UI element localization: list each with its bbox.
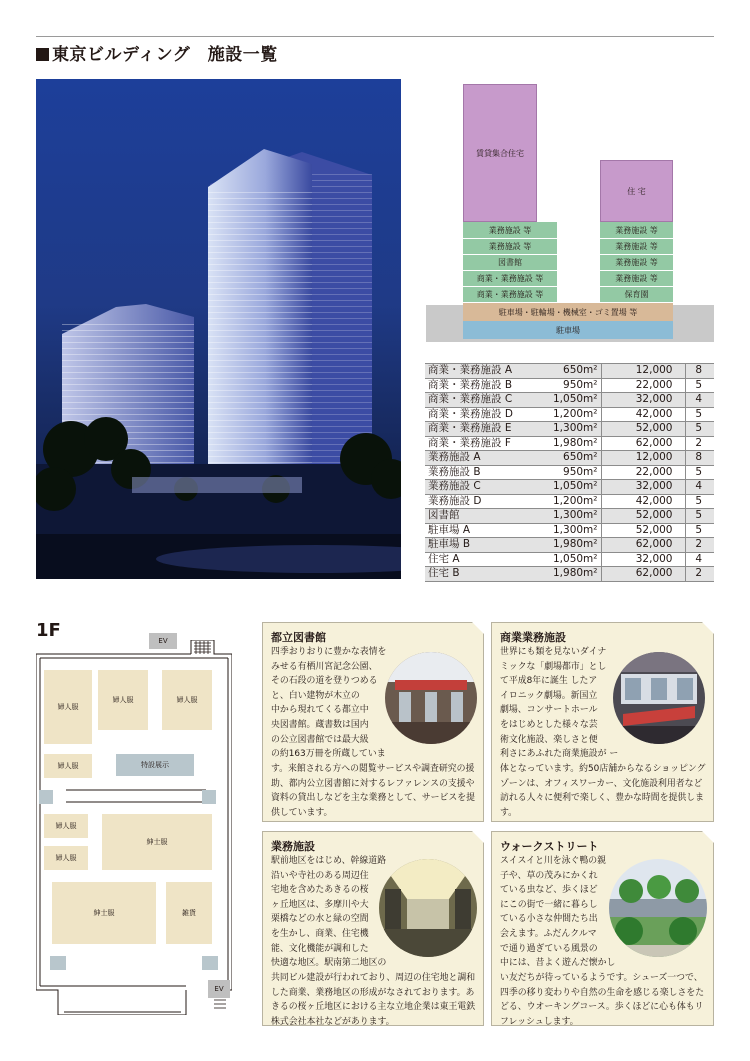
text-line: 快適な地区。駅南第二地区の [271, 958, 387, 969]
area-cell: 650m² [517, 364, 601, 379]
pillar [202, 956, 218, 970]
right-floor-3: 業務施設 等 [600, 255, 673, 271]
room-fujin-6: 婦人服 [44, 846, 88, 870]
room-zakka: 雑貨 [166, 882, 212, 944]
floor-plan [36, 637, 232, 1015]
text-line: どる、ウオーキングコース。歩くほどに心も体もリ [500, 1002, 704, 1013]
area-cell: 1,050m² [517, 480, 601, 495]
basement-1: 駐車場・駐輪場・機械室・ゴミ置場 等 [463, 303, 673, 321]
elevator-bottom: EV [208, 980, 230, 998]
right-floor-2: 業務施設 等 [600, 239, 673, 255]
right-floor-4: 業務施設 等 [600, 271, 673, 287]
area-cell: 1,050m² [517, 393, 601, 408]
count-cell: 4 [685, 393, 714, 408]
text-line: 中には、昔よく遊んだ懐かし [500, 958, 616, 969]
pillar [50, 956, 66, 970]
capacity-cell: 52,000 [601, 422, 685, 437]
count-cell: 8 [685, 364, 714, 379]
left-floor-3: 図書館 [463, 255, 557, 271]
card-library-title: 都立図書館 [271, 631, 326, 644]
capacity-cell: 12,000 [601, 451, 685, 466]
capacity-cell: 42,000 [601, 494, 685, 509]
pillar [202, 790, 216, 804]
card-library [262, 622, 484, 822]
right-tower-residential: 住 宅 [600, 160, 673, 222]
facility-name-cell: 商業・業務施設 A [425, 364, 517, 379]
count-cell: 4 [685, 552, 714, 567]
text-line: 体となっています。約50店舗からなるショッピング [500, 764, 706, 774]
capacity-cell: 32,000 [601, 552, 685, 567]
card-walk-title: ウォークストリート [500, 840, 599, 853]
table-row [425, 538, 714, 553]
text-line: 劇場、コンサートホール [500, 705, 598, 716]
count-cell: 4 [685, 480, 714, 495]
facility-table [425, 363, 714, 582]
facility-name-cell: 住宅 B [425, 567, 517, 582]
room-shinshi-1: 紳士服 [102, 814, 212, 870]
room-fujin-1: 婦人服 [44, 670, 92, 744]
facility-name-cell: 商業・業務施設 C [425, 393, 517, 408]
count-cell: 2 [685, 538, 714, 553]
capacity-cell: 22,000 [601, 378, 685, 393]
building-photo [36, 79, 401, 579]
text-line: 央図書館。蔵書数は国内 [271, 719, 369, 730]
table-row [425, 378, 714, 393]
left-floor-5: 商業・業務施設 等 [463, 287, 557, 303]
facility-name-cell: 駐車場 B [425, 538, 517, 553]
facility-name-cell: 住宅 A [425, 552, 517, 567]
card-library-text-full [271, 762, 477, 820]
facility-name-cell: 業務施設 C [425, 480, 517, 495]
text-line: 助、都内公立図書館に対するレファレンスの支援や [271, 778, 475, 789]
left-tower-residential: 賃貸集合住宅 [463, 84, 537, 222]
capacity-cell: 62,000 [601, 538, 685, 553]
table-row [425, 552, 714, 567]
room-fujin-5: 婦人服 [44, 814, 88, 838]
text-line: ヶ丘地区は、多摩川や大 [271, 899, 369, 910]
capacity-cell: 52,000 [601, 523, 685, 538]
text-line: を生かし、商業、住宅機 [271, 928, 369, 939]
count-cell: 5 [685, 422, 714, 437]
count-cell: 2 [685, 567, 714, 582]
text-line: イロニック劇場。新国立 [500, 690, 598, 701]
section-diagram [426, 84, 714, 342]
text-line: と、白い建物が木立の [271, 690, 360, 701]
text-line: 沿いや寺社のある周辺住 [271, 870, 369, 881]
text-line: 供しています。 [271, 807, 333, 818]
text-line: 宅地を含めたあきるの桜 [271, 885, 369, 896]
left-floor-2: 業務施設 等 [463, 239, 557, 255]
capacity-cell: 12,000 [601, 364, 685, 379]
count-cell: 2 [685, 436, 714, 451]
top-rule [36, 36, 714, 37]
text-line: スイスイと川を泳ぐ鴨の親 [500, 856, 607, 866]
pillar [39, 790, 53, 804]
room-shinshi-2: 紳士服 [52, 882, 156, 944]
card-walk-text-full [500, 971, 707, 1029]
capacity-cell: 32,000 [601, 393, 685, 408]
facility-name-cell: 商業・業務施設 B [425, 378, 517, 393]
text-line: い友だちが待っているようです。シューズ一つで、 [500, 973, 703, 983]
count-cell: 5 [685, 378, 714, 393]
facility-name-cell: 商業・業務施設 F [425, 436, 517, 451]
text-line: した商業、業務地区の形成がなされております。あ [271, 987, 475, 998]
capacity-cell: 32,000 [601, 480, 685, 495]
count-cell: 5 [685, 494, 714, 509]
text-line: きるの桜ヶ丘地区における主な立地企業は東王電鉄 [271, 1002, 476, 1013]
capacity-cell: 62,000 [601, 436, 685, 451]
card-commercial-title: 商業業務施設 [500, 631, 566, 644]
text-line: その石段の道を登りつめる [271, 676, 378, 687]
capacity-cell: 22,000 [601, 465, 685, 480]
facility-name-cell: 駐車場 A [425, 523, 517, 538]
text-line: 能、文化機能が調和した [271, 943, 369, 954]
facility-name-cell: 業務施設 A [425, 451, 517, 466]
capacity-cell: 62,000 [601, 567, 685, 582]
page-title [36, 40, 278, 65]
facility-name-cell: 商業・業務施設 E [425, 422, 517, 437]
text-line: す。来館される方への閲覧サービスや調査研究の援 [271, 764, 475, 774]
right-floor-1: 業務施設 等 [600, 222, 673, 239]
text-line: の約163万冊を所蔵していま [271, 749, 386, 760]
facility-name-cell: 商業・業務施設 D [425, 407, 517, 422]
left-floor-1: 業務施設 等 [463, 222, 557, 239]
text-line: 利さにあふれた商業施設が ー [500, 749, 619, 760]
area-cell: 1,300m² [517, 523, 601, 538]
count-cell: 5 [685, 523, 714, 538]
text-line: 四季おりおりに豊かな表情を [271, 647, 387, 657]
facility-name-cell: 業務施設 B [425, 465, 517, 480]
table-row [425, 494, 714, 509]
capacity-cell: 42,000 [601, 407, 685, 422]
building-illustration [36, 79, 401, 579]
area-cell: 1,980m² [517, 436, 601, 451]
text-line: の公立図書館では最大級 [271, 734, 369, 745]
commercial-photo [613, 652, 705, 744]
room-fujin-3: 婦人服 [162, 670, 212, 730]
area-cell: 1,300m² [517, 422, 601, 437]
text-line: 子や、草の茂みにかくれ [500, 870, 598, 881]
area-cell: 950m² [517, 378, 601, 393]
card-commercial [491, 622, 714, 822]
text-line: 世界にも類を見ないダイナ [500, 647, 607, 657]
facility-name-cell: 図書館 [425, 509, 517, 524]
special-exhibit: 特設展示 [116, 754, 194, 776]
elevator-top: EV [149, 633, 177, 649]
table-row [425, 393, 714, 408]
card-office-title: 業務施設 [271, 840, 315, 853]
text-line: 会えます。ふだんクルマ [500, 928, 597, 939]
table-row [425, 451, 714, 466]
room-fujin-2: 婦人服 [98, 670, 148, 730]
table-row [425, 567, 714, 582]
text-line: 術文化施設、楽しさと便 [500, 734, 598, 745]
area-cell: 1,200m² [517, 407, 601, 422]
card-office [262, 831, 484, 1026]
facility-name-cell: 業務施設 D [425, 494, 517, 509]
walk-street-photo [609, 859, 707, 957]
text-line: ゾーンは、オフィスワーカー、文化施設利用者など [500, 778, 703, 789]
office-photo [379, 859, 477, 957]
area-cell: 1,980m² [517, 567, 601, 582]
text-line: ている小さな仲間たち出 [500, 914, 598, 925]
basement-2: 駐車場 [463, 321, 673, 339]
text-line: ミックな「劇場都市」とし [500, 661, 607, 672]
right-floor-5: 保育園 [600, 287, 673, 303]
left-floor-4: 商業・業務施設 等 [463, 271, 557, 287]
table-row [425, 509, 714, 524]
table-row [425, 465, 714, 480]
table-row [425, 436, 714, 451]
text-line: フレッシュします。 [500, 1016, 579, 1027]
text-line: 株式会社本社などがあります。 [271, 1016, 395, 1027]
area-cell: 1,050m² [517, 552, 601, 567]
library-photo [385, 652, 477, 744]
count-cell: 8 [685, 451, 714, 466]
page-title-text: 東京ビルディング 施設一覧 [52, 45, 278, 65]
text-line: て平成8年に誕生 したア [500, 676, 598, 687]
text-line: 中から現れてくる都立中 [271, 705, 369, 716]
table-row [425, 364, 714, 379]
card-commercial-text-full [500, 762, 707, 820]
card-walk [491, 831, 714, 1026]
area-cell: 1,200m² [517, 494, 601, 509]
table-row [425, 407, 714, 422]
count-cell: 5 [685, 509, 714, 524]
text-line: 四季の移り変わりや自然の生命を感じる楽しさをた [500, 987, 705, 998]
text-line: ている虫など、歩くほど [500, 885, 598, 896]
square-bullet-icon [36, 48, 49, 61]
text-line: 資料の貸出しなどを主な業務として、サービスを提 [271, 793, 475, 804]
text-line: にこの街で一緒に暮らし [500, 899, 598, 910]
floor-label: 1F [36, 620, 61, 641]
area-cell: 950m² [517, 465, 601, 480]
text-line: 栗橋などの水と緑の空間 [271, 914, 369, 925]
text-line: 共同ビル建設が行われており、周辺の住宅地と調和 [271, 973, 476, 983]
text-line: 駅前地区をはじめ、幹線道路 [271, 856, 387, 866]
card-office-text-full [271, 971, 477, 1029]
table-row [425, 422, 714, 437]
text-line: 訪れる人々に便利で楽しく、豊かな時間を提供しま [500, 793, 704, 804]
text-line: をはじめとした様々な芸 [500, 719, 598, 730]
area-cell: 1,980m² [517, 538, 601, 553]
area-cell: 650m² [517, 451, 601, 466]
room-fujin-4: 婦人服 [44, 754, 92, 778]
text-line: す。 [500, 807, 518, 818]
capacity-cell: 52,000 [601, 509, 685, 524]
area-cell: 1,300m² [517, 509, 601, 524]
count-cell: 5 [685, 465, 714, 480]
text-line: みせる有栖川宮記念公園、 [271, 661, 378, 672]
count-cell: 5 [685, 407, 714, 422]
text-line: で通り過ぎている風景の [500, 943, 598, 954]
table-row [425, 480, 714, 495]
table-row [425, 523, 714, 538]
